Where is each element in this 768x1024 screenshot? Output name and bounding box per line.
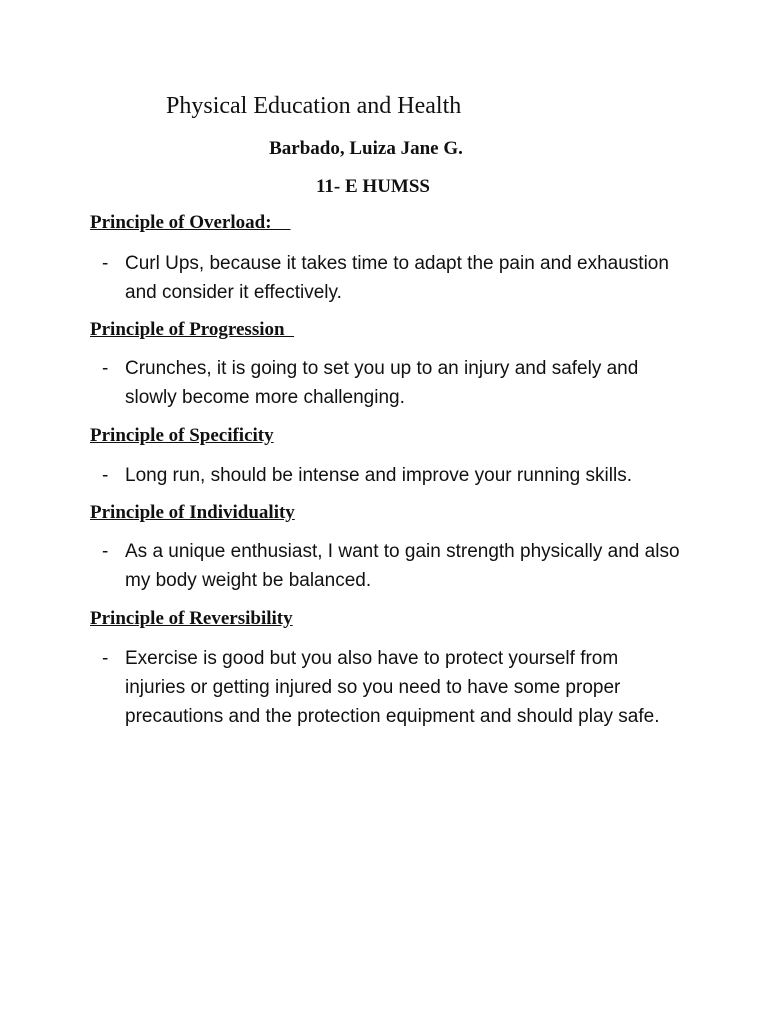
principle-heading-overload: Principle of Overload:: [90, 212, 291, 233]
bullet-dash: -: [102, 253, 109, 274]
class-section: 11- E HUMSS: [315, 176, 431, 197]
principle-bullet-overload: [102, 249, 682, 307]
bullet-dash: -: [102, 358, 109, 379]
principle-heading-progression: Principle of Progression: [90, 319, 295, 340]
document-title: Physical Education and Health: [166, 93, 462, 119]
author-name: Barbado, Luiza Jane G.: [269, 138, 463, 159]
principle-text-progression: Crunches, it is going to set you up to an injury and safely and slowly become more challenging.: [125, 358, 639, 408]
principle-heading-individuality: Principle of Individuality: [90, 502, 295, 523]
principle-bullet-progression: [102, 354, 682, 412]
bullet-dash: -: [102, 465, 109, 486]
principle-text-individuality: As a unique enthusiast, I want to gain strength physically and also my body weight be balanced.: [125, 541, 680, 591]
principle-bullet-specificity: [102, 461, 682, 490]
bullet-dash: -: [102, 648, 109, 669]
principle-text-reversibility: Exercise is good but you also have to protect yourself from injuries or getting injured so you need to have some proper precautions and the protection equipment and should play safe.: [125, 648, 660, 727]
principle-text-specificity: Long run, should be intense and improve your running skills.: [125, 465, 632, 486]
principle-bullet-individuality: [102, 537, 682, 595]
principle-heading-reversibility: Principle of Reversibility: [90, 608, 293, 629]
bullet-dash: -: [102, 541, 109, 562]
principle-heading-specificity: Principle of Specificity: [90, 425, 274, 446]
principle-text-overload: Curl Ups, because it takes time to adapt the pain and exhaustion and consider it effectively.: [125, 253, 669, 303]
principle-bullet-reversibility: [102, 644, 682, 731]
